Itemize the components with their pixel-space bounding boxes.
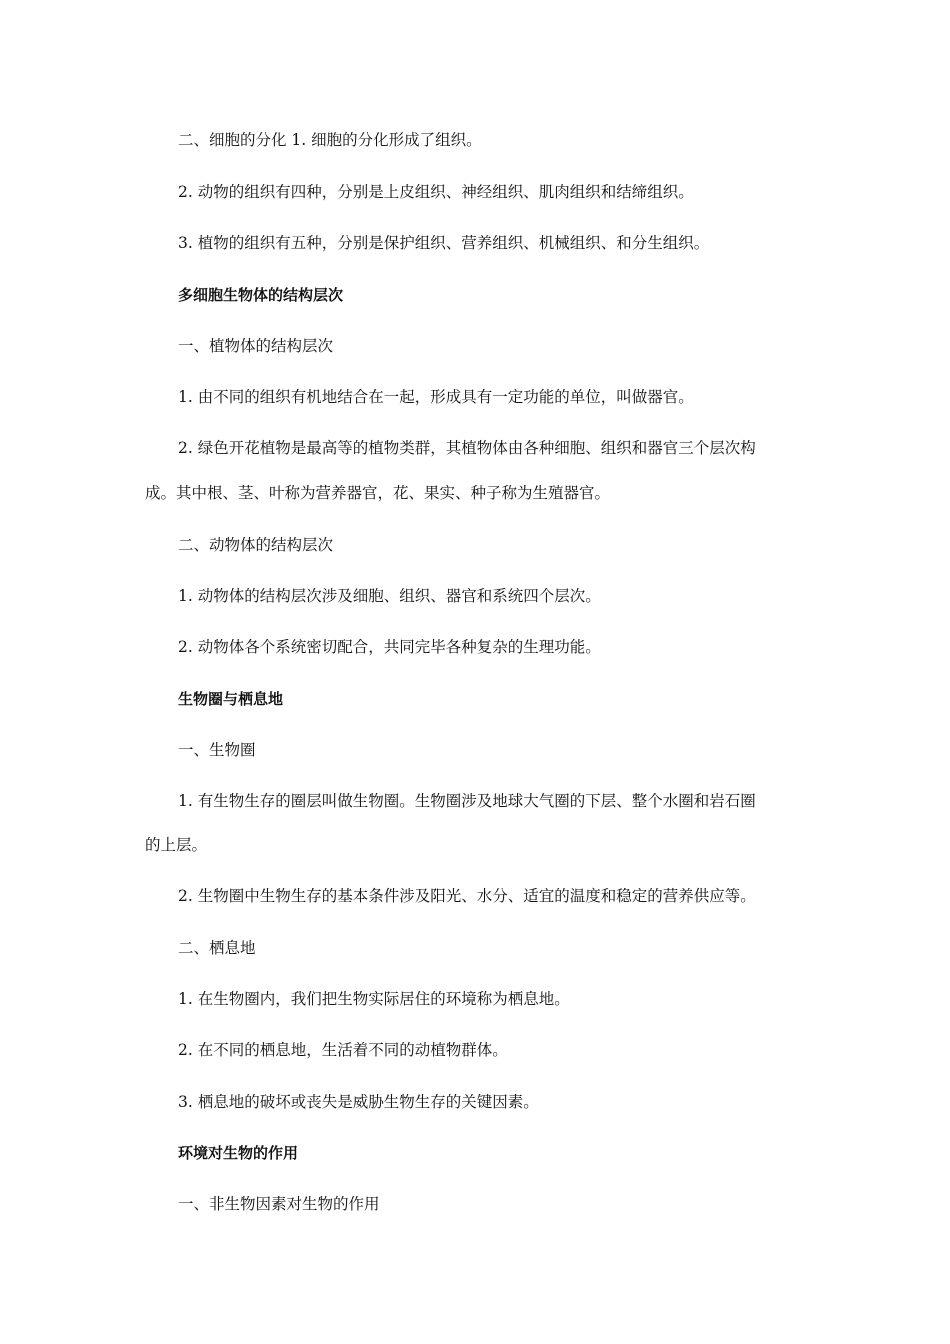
paragraph-flowering-plants: 2. 绿色开花植物是最高等的植物类群，其植物体由各种细胞、组织和器官三个层次构	[178, 439, 756, 457]
paragraph-habitat-communities: 2. 在不同的栖息地，生活着不同的动植物群体。	[178, 1041, 508, 1059]
subheading-plant-structure: 一、植物体的结构层次	[178, 337, 334, 355]
subheading-abiotic-factors: 一、非生物因素对生物的作用	[178, 1195, 380, 1213]
section-heading-biosphere-habitat: 生物圈与栖息地	[178, 690, 284, 708]
paragraph-animal-tissues: 2. 动物的组织有四种，分别是上皮组织、神经组织、肌肉组织和结缔组织。	[178, 183, 694, 201]
paragraph-animal-systems: 2. 动物体各个系统密切配合，共同完毕各种复杂的生理功能。	[178, 638, 601, 656]
section-heading-environment-effects: 环境对生物的作用	[178, 1144, 299, 1162]
subheading-biosphere: 一、生物圈	[178, 741, 256, 759]
paragraph-biosphere-definition: 1. 有生物生存的圈层叫做生物圈。生物圈涉及地球大气圈的下层、整个水圈和岩石圈	[178, 792, 756, 810]
paragraph-habitat-definition: 1. 在生物圈内，我们把生物实际居住的环境称为栖息地。	[178, 990, 570, 1008]
paragraph-biosphere-conditions: 2. 生物圈中生物生存的基本条件涉及阳光、水分、适宜的温度和稳定的营养供应等。	[178, 887, 756, 905]
paragraph-flowering-plants-continued: 成。其中根、茎、叶称为营养器官，花、果实、种子称为生殖器官。	[145, 484, 611, 502]
subheading-animal-structure: 二、动物体的结构层次	[178, 536, 334, 554]
subheading-habitat: 二、栖息地	[178, 939, 256, 957]
paragraph-biosphere-definition-continued: 的上层。	[145, 836, 208, 854]
paragraph-animal-levels: 1. 动物体的结构层次涉及细胞、组织、器官和系统四个层次。	[178, 587, 601, 605]
section-heading-structure-levels: 多细胞生物体的结构层次	[178, 286, 344, 304]
paragraph-organ-definition: 1. 由不同的组织有机地结合在一起，形成具有一定功能的单位，叫做器官。	[178, 388, 694, 406]
paragraph-habitat-threats: 3. 栖息地的破坏或丧失是威胁生物生存的关键因素。	[178, 1093, 539, 1111]
paragraph-plant-tissues: 3. 植物的组织有五种，分别是保护组织、营养组织、机械组织、和分生组织。	[178, 234, 710, 252]
paragraph-cell-differentiation: 二、细胞的分化 1. 细胞的分化形成了组织。	[178, 131, 482, 149]
